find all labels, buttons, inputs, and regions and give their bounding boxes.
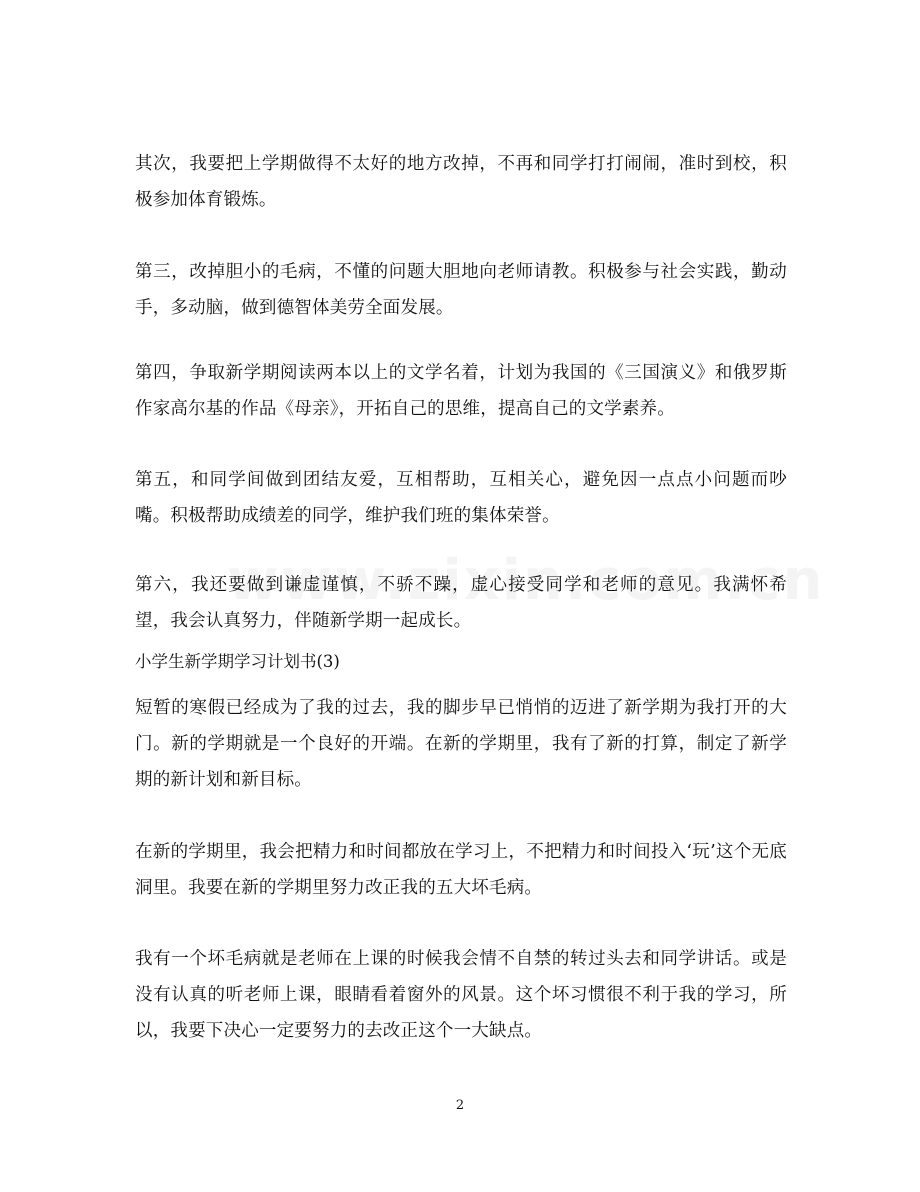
page-number: 2 <box>455 1098 465 1113</box>
section-heading: 小学生新学期学习计划书(3) <box>135 652 340 671</box>
paragraph-focus: 在新的学期里，我会把精力和时间都放在学习上，不把精力和时间投入‘玩’这个无底洞里。我要在新的学期里努力改正我的五大坏毛病。 <box>135 842 787 898</box>
paragraph-second: 其次，我要把上学期做得不太好的地方改掉，不再和同学打打闹闹，准时到校，积极参加体育锻炼。 <box>135 154 787 210</box>
paragraph-bad-habit: 我有一个坏毛病就是老师在上课的时候我会情不自禁的转过头去和同学讲话。或是没有认真的听老师上课，眼睛看着窗外的风景。这个坏习惯很不利于我的学习，所以，我要下决心一定要努力的去改正这个一大缺点。 <box>135 949 787 1041</box>
paragraph-third: 第三，改掉胆小的毛病，不懂的问题大胆地向老师请教。积极参与社会实践，勤动手，多动脑，做到德智体美劳全面发展。 <box>135 262 787 318</box>
paragraph-intro: 短暂的寒假已经成为了我的过去，我的脚步早已悄悄的迈进了新学期为我打开的大门。新的学期就是一个良好的开端。在新的学期里，我有了新的打算，制定了新学期的新计划和新目标。 <box>135 698 787 790</box>
paragraph-sixth: 第六，我还要做到谦虚谨慎，不骄不躁，虚心接受同学和老师的意见。我满怀希望，我会认真努力，伴随新学期一起成长。 <box>135 575 787 631</box>
paragraph-fourth: 第四，争取新学期阅读两本以上的文学名着，计划为我国的《三国演义》和俄罗斯作家高尔基的作品《母亲》，开拓自己的思维，提高自己的文学素养。 <box>135 363 787 419</box>
paragraph-fifth: 第五，和同学间做到团结友爱，互相帮助，互相关心，避免因一点点小问题而吵嘴。积极帮助成绩差的同学，维护我们班的集体荣誉。 <box>135 470 787 526</box>
